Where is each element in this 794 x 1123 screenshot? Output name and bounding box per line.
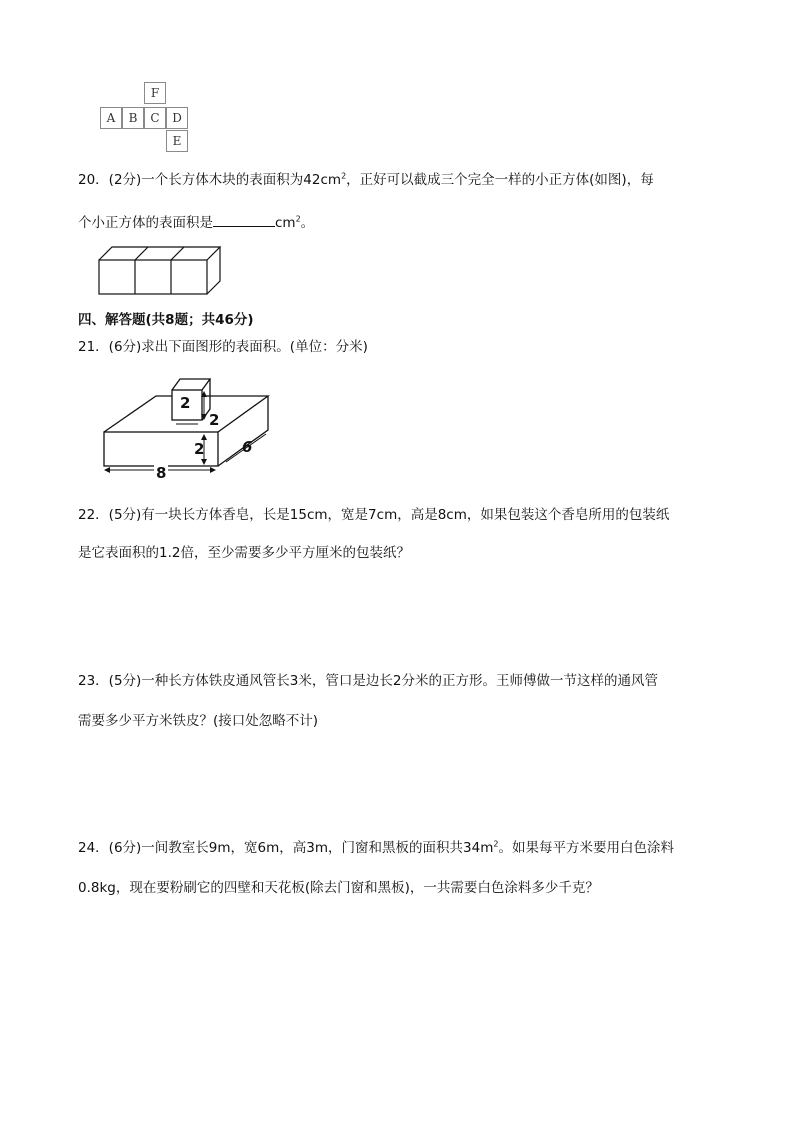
net-face-b: B	[122, 107, 144, 129]
three-cubes-figure	[98, 245, 228, 295]
q24-line2: 0.8kg，现在要粉刷它的四壁和天花板(除去门窗和黑板)，一共需要白色涂料多少千克？	[78, 880, 599, 896]
answer-blank[interactable]	[213, 214, 275, 227]
q21-figure	[100, 374, 280, 482]
q24-line1: 24．(6分)一间教室长9m，宽6m，高3m，门窗和黑板的面积共$34m^2$。如果每平方米要用白色涂料	[78, 839, 674, 856]
net-face-d: D	[166, 107, 188, 129]
three-cubes-drawing	[98, 245, 228, 295]
q21-cube-depth-label: 2	[209, 411, 220, 429]
q21-base-height-label: 2	[194, 440, 205, 458]
q21-base-length-label: 8	[156, 464, 167, 482]
q22-line1: 22．(5分)有一块长方体香皂，长是15cm，宽是7cm，高是8cm，如果包装这个香皂所用的包装纸	[78, 507, 670, 523]
q21-base-depth-label: 6	[242, 438, 253, 456]
q20-line2: 个小正方体的表面积是 $cm^2$。	[78, 214, 315, 231]
q21-cube-height-label: 2	[180, 394, 191, 412]
net-face-e: E	[166, 130, 188, 152]
q21-text: 21．(6分)求出下面图形的表面积。(单位：分米)	[78, 339, 368, 355]
net-face-a: A	[100, 107, 122, 129]
q23-line1: 23．(5分)一种长方体铁皮通风管长3米，管口是边长2分米的正方形。王师傅做一节这样的通风管	[78, 673, 658, 689]
section-title: 四、解答题(共8题；共46分)	[78, 312, 254, 328]
net-face-f: F	[144, 82, 166, 104]
q22-line2: 是它表面积的1.2倍，至少需要多少平方厘米的包装纸？	[78, 545, 410, 561]
q23-line2: 需要多少平方米铁皮？(接口处忽略不计)	[78, 713, 319, 729]
net-face-c: C	[144, 107, 166, 129]
q20-line1: 20．(2分)一个长方体木块的表面积为$42cm^2$，正好可以截成三个完全一样的小正方体(如图)，每	[78, 171, 654, 188]
prism-with-cube-drawing	[100, 374, 280, 482]
cube-net-figure	[100, 82, 190, 154]
